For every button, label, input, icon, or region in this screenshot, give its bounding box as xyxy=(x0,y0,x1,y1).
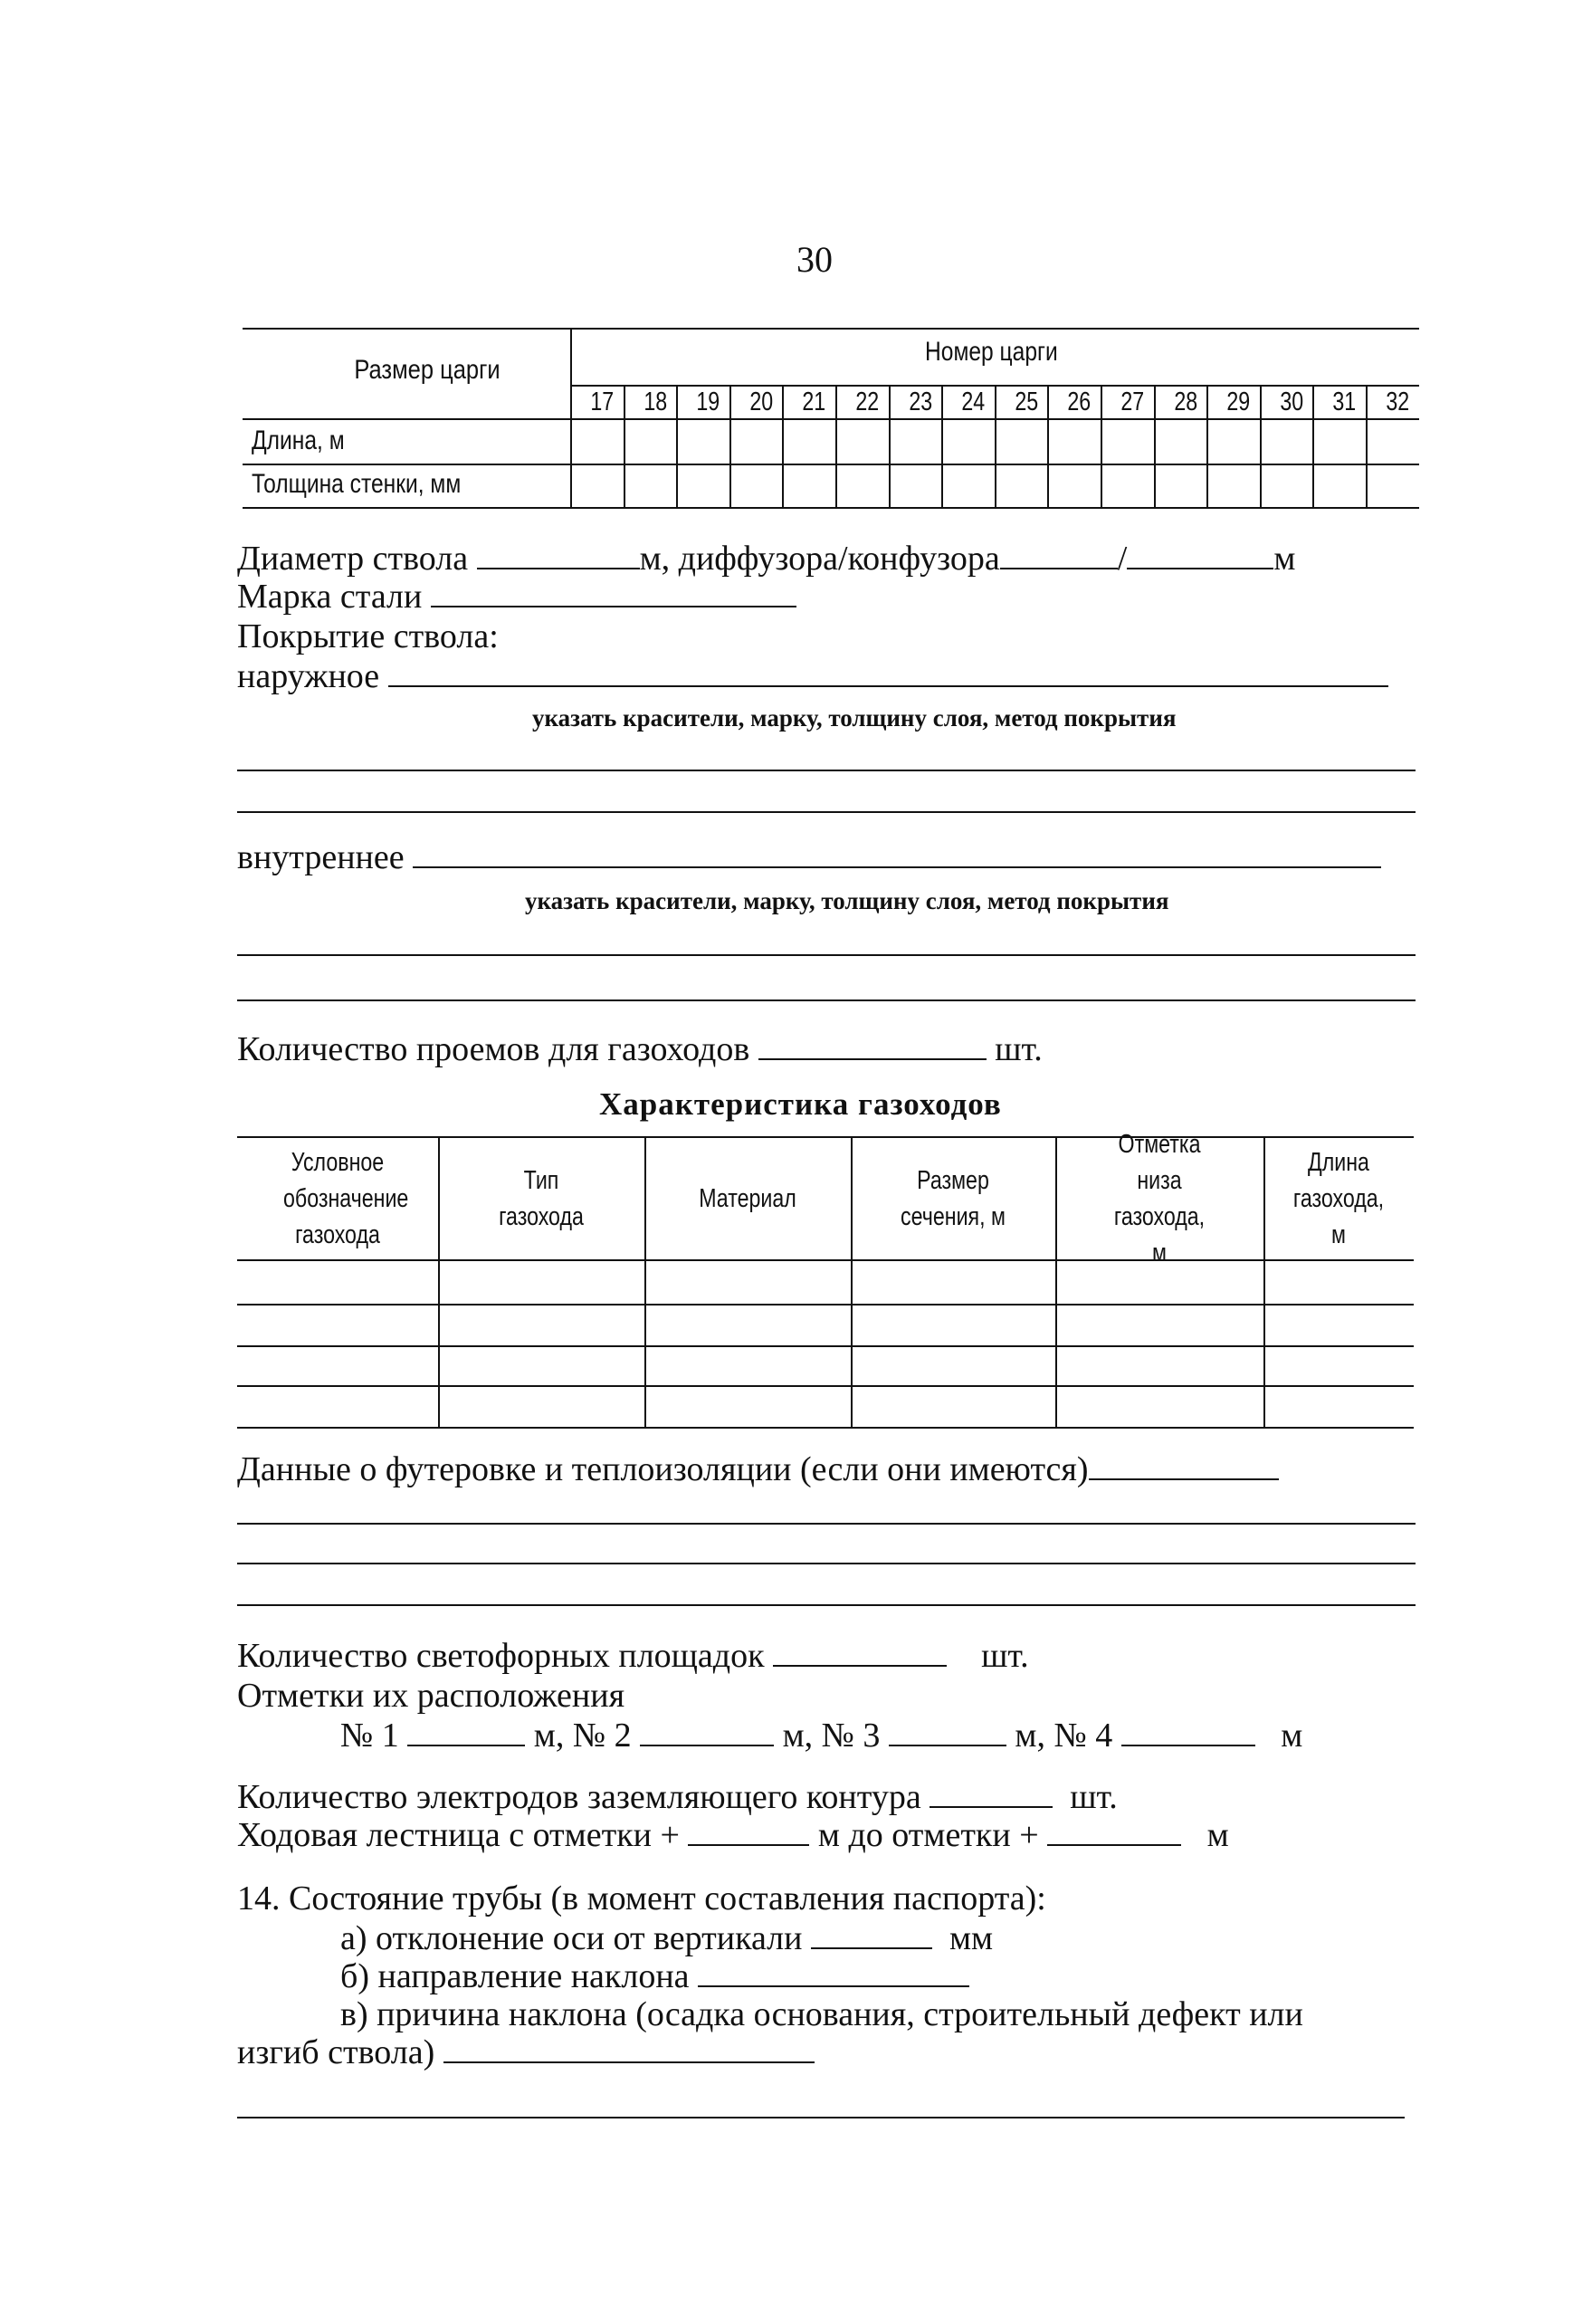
platform-marks-label: Отметки их расположения xyxy=(237,1677,625,1715)
platform-1-field[interactable] xyxy=(407,1716,525,1746)
inner-coating-hint: указать красители, марку, толщину слоя, метод покрытия xyxy=(525,887,1169,914)
flue-table-header-text: Материал xyxy=(699,1184,796,1213)
table1-col-divider xyxy=(782,385,784,507)
platform-3-field[interactable] xyxy=(889,1716,1006,1746)
electrodes-line xyxy=(237,1776,1118,1818)
flue-table-cell[interactable] xyxy=(237,1259,438,1304)
diffuser-label: м, диффузора/конфузора xyxy=(639,540,1000,578)
row-length-cell[interactable] xyxy=(624,418,677,464)
row-length-cell[interactable] xyxy=(1366,418,1419,464)
flue-table-cell[interactable] xyxy=(237,1385,438,1427)
row-thickness-cell[interactable] xyxy=(1154,464,1207,507)
segment-number-cell: 30 xyxy=(1280,387,1303,416)
flue-table-header xyxy=(237,1143,438,1255)
inner-coating-extra-line-2[interactable] xyxy=(237,999,1416,1001)
openings-unit: шт. xyxy=(995,1030,1043,1068)
flue-table-cell[interactable] xyxy=(1055,1304,1263,1345)
table1-col-divider xyxy=(1312,385,1314,507)
inner-coating-extra-line-1[interactable] xyxy=(237,954,1416,956)
diameter-field[interactable] xyxy=(477,539,640,569)
row-length-cell[interactable] xyxy=(1047,418,1101,464)
table1-col-divider xyxy=(1047,385,1049,507)
ladder-unit: м xyxy=(1206,1816,1229,1854)
table1-col-divider xyxy=(995,385,996,507)
table1-col-divider xyxy=(1366,385,1368,507)
segment-number-cell: 31 xyxy=(1332,387,1357,416)
tilt-direction-label: б) направление наклона xyxy=(340,1957,690,1995)
row-length-cell[interactable] xyxy=(1101,418,1154,464)
segment-number-cell: 23 xyxy=(908,387,932,416)
row-thickness-cell[interactable] xyxy=(1366,464,1419,507)
segment-number-cell: 17 xyxy=(590,387,615,416)
flue-table-header xyxy=(438,1143,644,1255)
flue-table-header xyxy=(1055,1130,1263,1267)
row-length-cell[interactable] xyxy=(676,418,729,464)
outer-coating-extra-line-2[interactable] xyxy=(237,811,1416,813)
platforms-line xyxy=(237,1635,1029,1677)
tilt-cause-line: в) причина наклона (осадка основания, строительный дефект или xyxy=(340,1995,1303,2033)
table1-col-divider xyxy=(941,385,943,507)
outer-coating-hint: указать красители, марку, толщину слоя, метод покрытия xyxy=(532,704,1177,732)
tilt-direction-field[interactable] xyxy=(698,1956,969,1987)
flue-table-header-text: Условное обозначение газохода xyxy=(283,1148,409,1249)
tilt-cause-extra-line[interactable] xyxy=(237,2117,1405,2118)
table1-col-divider xyxy=(1154,385,1156,507)
flue-table-cell[interactable] xyxy=(1263,1304,1414,1345)
openings-label: Количество проемов для газоходов xyxy=(237,1030,750,1068)
flue-table-cell[interactable] xyxy=(644,1345,851,1385)
segment-number-cell: 18 xyxy=(643,387,667,416)
tilt-cause-label: изгиб ствола) xyxy=(237,2033,435,2071)
row-length-cell[interactable] xyxy=(941,418,995,464)
segment-number-cell: 25 xyxy=(1015,387,1038,416)
flue-table-title: Характеристика газоходов xyxy=(599,1086,1002,1122)
segment-number-cell: 20 xyxy=(749,387,773,416)
lining-field[interactable] xyxy=(1089,1449,1279,1480)
platform-4-label: м, № 4 xyxy=(1015,1717,1113,1755)
table1-col-divider xyxy=(1206,385,1208,507)
flue-table-cell[interactable] xyxy=(1055,1345,1263,1385)
row-length-cell[interactable] xyxy=(889,418,942,464)
outer-coating-label: наружное xyxy=(237,657,380,695)
platforms-label: Количество светофорных площадок xyxy=(237,1637,765,1675)
lining-line xyxy=(237,1449,1279,1490)
ladder-from-label: Ходовая лестница с отметки + xyxy=(237,1816,680,1854)
flue-table-cell[interactable] xyxy=(1055,1385,1263,1427)
flue-table-cell[interactable] xyxy=(644,1304,851,1345)
row-label-length: Длина, м xyxy=(252,426,345,455)
row-thickness-cell[interactable] xyxy=(1206,464,1260,507)
openings-line xyxy=(237,1028,1043,1070)
ladder-line xyxy=(237,1814,1229,1856)
row-thickness-cell[interactable] xyxy=(729,464,783,507)
segment-number-cell: 22 xyxy=(855,387,880,416)
tilt-direction-line xyxy=(340,1956,969,1997)
meter-unit: м xyxy=(1273,540,1296,578)
row-thickness-cell[interactable] xyxy=(995,464,1048,507)
flue-table-cell[interactable] xyxy=(851,1259,1055,1304)
outer-coating-extra-line-1[interactable] xyxy=(237,770,1416,771)
outer-coating-line xyxy=(237,655,1388,697)
flue-table-cell[interactable] xyxy=(438,1259,644,1304)
flue-table-cell[interactable] xyxy=(237,1345,438,1385)
ladder-from-field[interactable] xyxy=(688,1815,809,1846)
row-length-cell[interactable] xyxy=(1206,418,1260,464)
row-thickness-cell[interactable] xyxy=(889,464,942,507)
table1-col-divider xyxy=(1101,385,1102,507)
platform-4-field[interactable] xyxy=(1121,1716,1255,1746)
segment-number-cell: 19 xyxy=(696,387,720,416)
segment-number-cell: 27 xyxy=(1120,387,1145,416)
row-length-cell[interactable] xyxy=(995,418,1048,464)
steel-grade-label: Марка стали xyxy=(237,578,423,616)
flue-table-cell[interactable] xyxy=(851,1304,1055,1345)
flue-table-header xyxy=(1263,1143,1414,1255)
platforms-unit: шт. xyxy=(981,1637,1029,1675)
segment-number-cell: 32 xyxy=(1386,387,1410,416)
flue-table-cell[interactable] xyxy=(438,1385,644,1427)
inner-coating-label: внутреннее xyxy=(237,838,405,876)
lining-extra-line-2[interactable] xyxy=(237,1563,1416,1564)
row-thickness-cell[interactable] xyxy=(782,464,835,507)
segment-size-header: Размер царги xyxy=(354,355,500,385)
flue-table-cell[interactable] xyxy=(1055,1259,1263,1304)
deviation-unit: мм xyxy=(949,1919,994,1957)
inner-coating-field[interactable] xyxy=(413,837,1381,868)
segment-number-header: Номер царги xyxy=(925,337,1058,367)
segment-number-cell: 29 xyxy=(1226,387,1251,416)
flue-table-cell[interactable] xyxy=(851,1385,1055,1427)
tilt-cause-field[interactable] xyxy=(443,2032,815,2063)
segment-number-cell: 28 xyxy=(1173,387,1197,416)
segment-number-cell: 21 xyxy=(802,387,826,416)
coating-heading: Покрытие ствола: xyxy=(237,617,499,655)
platform-2-field[interactable] xyxy=(640,1716,774,1746)
row-thickness-cell[interactable] xyxy=(1260,464,1313,507)
diameter-label: Диаметр ствола xyxy=(237,540,469,578)
flue-table-header-text: Тип газохода xyxy=(499,1166,584,1231)
electrodes-unit: шт. xyxy=(1070,1778,1118,1816)
lining-label: Данные о футеровке и теплоизоляции (если они имеются) xyxy=(237,1450,1089,1488)
table1-col-divider xyxy=(729,385,731,507)
flue-table-header-text: Длина газохода, м xyxy=(1292,1148,1385,1249)
platform-4-unit: м xyxy=(1281,1717,1303,1755)
row-thickness-cell[interactable] xyxy=(1101,464,1154,507)
deviation-line xyxy=(340,1918,993,1959)
inner-coating-line xyxy=(237,837,1381,878)
deviation-field[interactable] xyxy=(811,1918,932,1949)
lining-extra-line-1[interactable] xyxy=(237,1523,1416,1525)
row-thickness-cell[interactable] xyxy=(676,464,729,507)
row-thickness-cell[interactable] xyxy=(624,464,677,507)
flue-table-cell[interactable] xyxy=(644,1385,851,1427)
flue-table-header-text: Отметка низа газохода, м xyxy=(1113,1130,1206,1267)
row-thickness-cell[interactable] xyxy=(941,464,995,507)
row-length-cell[interactable] xyxy=(1154,418,1207,464)
table1-col-divider xyxy=(624,385,625,507)
diameter-line xyxy=(237,538,1295,579)
openings-field[interactable] xyxy=(758,1029,987,1060)
platforms-field[interactable] xyxy=(773,1636,947,1667)
row-label-wall-thickness: Толщина стенки, мм xyxy=(252,469,462,499)
tilt-cause-line-2 xyxy=(237,2032,815,2073)
outer-coating-field[interactable] xyxy=(388,656,1388,687)
table1-col-divider xyxy=(1260,385,1262,507)
row-length-cell[interactable] xyxy=(782,418,835,464)
state-title: 14. Состояние трубы (в момент составления паспорта): xyxy=(237,1879,1046,1918)
electrodes-label: Количество электродов заземляющего контура xyxy=(237,1778,921,1816)
lining-extra-line-3[interactable] xyxy=(237,1604,1416,1606)
slash-label: / xyxy=(1117,540,1128,578)
diffuser-field[interactable] xyxy=(1000,539,1118,569)
row-thickness-cell[interactable] xyxy=(1312,464,1366,507)
ladder-to-label: м до отметки + xyxy=(817,1816,1039,1854)
flue-table-cell[interactable] xyxy=(438,1304,644,1345)
segment-number-cell: 26 xyxy=(1067,387,1092,416)
row-length-cell[interactable] xyxy=(729,418,783,464)
deviation-label: а) отклонение оси от вертикали xyxy=(340,1919,803,1957)
flue-table-cell[interactable] xyxy=(644,1259,851,1304)
flue-table-cell[interactable] xyxy=(1263,1259,1414,1304)
segment-number-cell: 24 xyxy=(961,387,986,416)
flue-table-cell[interactable] xyxy=(237,1304,438,1345)
steel-grade-line xyxy=(237,576,796,617)
flue-table-header-text: Размер сечения, м xyxy=(901,1166,1006,1231)
row-thickness-cell[interactable] xyxy=(570,464,624,507)
table1-col-divider xyxy=(676,385,678,507)
electrodes-field[interactable] xyxy=(930,1777,1053,1808)
platform-3-label: м, № 3 xyxy=(782,1717,881,1755)
table1-col-divider xyxy=(889,385,891,507)
row-thickness-cell[interactable] xyxy=(835,464,889,507)
platform-marks-line xyxy=(340,1715,1302,1756)
platform-2-label: м, № 2 xyxy=(533,1717,632,1755)
flue-table-cell[interactable] xyxy=(1263,1345,1414,1385)
row-length-cell[interactable] xyxy=(1312,418,1366,464)
flue-table-cell[interactable] xyxy=(1263,1385,1414,1427)
row-thickness-cell[interactable] xyxy=(1047,464,1101,507)
flue-table-header xyxy=(851,1143,1055,1255)
page-number: 30 xyxy=(796,239,833,280)
row-length-cell[interactable] xyxy=(570,418,624,464)
steel-grade-field[interactable] xyxy=(431,577,796,607)
row-length-cell[interactable] xyxy=(835,418,889,464)
table1-col-divider xyxy=(835,385,837,507)
flue-table-header xyxy=(644,1143,851,1255)
flue-table-cell[interactable] xyxy=(851,1345,1055,1385)
flue-table-cell[interactable] xyxy=(438,1345,644,1385)
platform-1-label: № 1 xyxy=(340,1717,399,1755)
confuser-field[interactable] xyxy=(1127,539,1273,569)
row-length-cell[interactable] xyxy=(1260,418,1313,464)
ladder-to-field[interactable] xyxy=(1047,1815,1181,1846)
